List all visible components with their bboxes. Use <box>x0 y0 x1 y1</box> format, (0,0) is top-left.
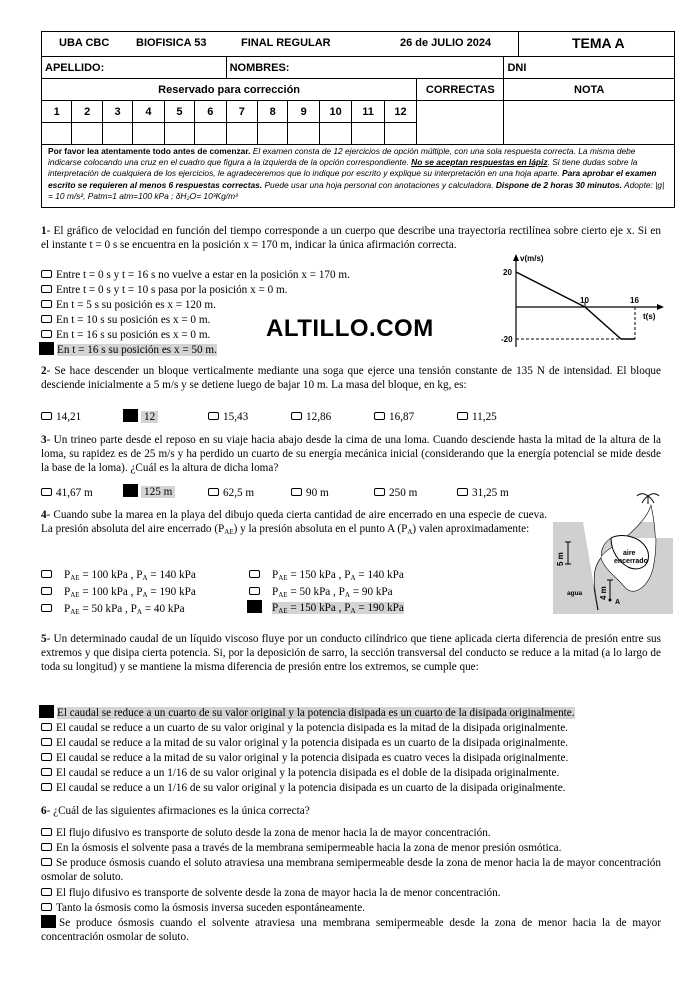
instructions-lead: Por favor lea atentamente todo antes de comenzar. <box>48 146 251 156</box>
option-label: Se produce ósmosis cuando el solvente atraviesa una membrana semipermeable desde la zona de menor hacia la de mayor concentración osmolar de soluto. <box>41 917 661 943</box>
option-value: 140 kPa <box>367 569 404 581</box>
grade-cell <box>226 123 257 145</box>
y-tick-20: 20 <box>503 268 512 277</box>
correctas-label: CORRECTAS <box>417 79 504 101</box>
q4-option-b[interactable]: $P_{AE} = 150$ kPa , $P_A = 140$ kPa <box>249 568 404 585</box>
question-number-cell: 6 <box>195 101 226 123</box>
grade-cell <box>164 123 194 145</box>
checkbox-empty[interactable] <box>374 488 385 496</box>
point-a <box>609 599 612 602</box>
checkbox-empty[interactable] <box>41 315 52 323</box>
option-label: En t = 16 s su posición es x = 0 m. <box>56 329 211 341</box>
instructions-text: . Si tiene dudas sobre la interpretación de cualquiera de los ejercicios, le agradeceremos que lo indique por escrito y explique su interpretación en una hoja aparte. <box>48 157 638 179</box>
option-label: 62,5 m <box>223 487 255 499</box>
q2-option-e[interactable] <box>374 410 414 424</box>
q4-option-e[interactable]: $P_{AE} = 50$ kPa , $P_A = 40$ kPa <box>41 602 185 619</box>
checkbox-empty[interactable] <box>457 412 468 420</box>
air-label: encerrado <box>614 558 648 565</box>
checkbox-empty[interactable] <box>374 412 385 420</box>
q3-option-b[interactable] <box>123 484 175 499</box>
checkbox-empty[interactable] <box>41 753 52 761</box>
checkbox-filled[interactable] <box>123 484 138 497</box>
point-a-label: A <box>615 599 621 606</box>
q5-option-c[interactable] <box>41 736 568 750</box>
grade-cell <box>195 123 226 145</box>
checkbox-filled[interactable] <box>123 409 138 422</box>
checkbox-filled[interactable] <box>247 600 262 613</box>
nota-box <box>504 101 675 145</box>
instructions-time: Dispone de 2 horas 30 minutos. <box>495 179 622 190</box>
subscript: A <box>407 528 413 536</box>
checkbox-empty[interactable] <box>249 570 260 578</box>
nombres-field[interactable] <box>226 57 504 79</box>
option-label: Tanto la ósmosis como la ósmosis inversa suceden espontáneamente. <box>56 902 365 914</box>
question-text: - El gráfico de velocidad en función del tiempo corresponde a un cuerpo que describe una trayectoria rectilínea sobre cierto eje x. Si en el instante t = 0 s se encuentra en la posición x = 170 m, indicar la única afirmación correcta. <box>41 225 661 251</box>
water-label: agua <box>567 590 583 597</box>
dni-field[interactable] <box>504 57 675 79</box>
y-axis-arrow <box>513 254 519 261</box>
checkbox-filled[interactable] <box>39 705 54 718</box>
beach-cave-figure <box>553 492 673 622</box>
option-label: 31,25 m <box>472 487 509 499</box>
exam-type: FINAL REGULAR <box>241 37 331 49</box>
grade-cell <box>288 123 319 145</box>
q3-option-d[interactable] <box>291 486 329 500</box>
grade-cell <box>133 123 164 145</box>
x-tick-10: 10 <box>580 296 589 305</box>
q1-option-a[interactable] <box>41 268 350 282</box>
checkbox-empty[interactable] <box>41 285 52 293</box>
checkbox-empty[interactable] <box>41 587 52 595</box>
question-number: 1 <box>41 225 47 237</box>
apellido-label: APELLIDO: <box>45 61 105 74</box>
checkbox-empty[interactable] <box>41 570 52 578</box>
option-value: 40 kPa <box>153 603 185 615</box>
option-label: 250 m <box>389 487 418 499</box>
option-label: Entre t = 0 s y t = 16 s no vuelve a estar en la posición x = 170 m. <box>56 269 350 281</box>
exam-date: 26 de JULIO 2024 <box>400 37 492 49</box>
checkbox-empty[interactable] <box>41 488 52 496</box>
option-label: 41,67 m <box>56 487 93 499</box>
q3-option-c[interactable] <box>208 486 254 500</box>
q2-option-b[interactable] <box>123 409 158 424</box>
question-text: - ¿Cuál de las siguientes afirmaciones es la única correcta? <box>46 805 310 817</box>
reserved-label: Reservado para corrección <box>42 79 417 101</box>
q6-option-d[interactable] <box>41 886 501 900</box>
nombres-label: NOMBRES: <box>229 61 290 74</box>
option-label: El caudal se reduce a un 1/16 de su valor original y la potencia disipada es un cuarto de la disipada originalmente. <box>56 782 566 794</box>
option-value: 50 kPa <box>299 586 331 598</box>
checkbox-empty[interactable] <box>41 300 52 308</box>
correctas-box <box>417 101 504 145</box>
option-label: 90 m <box>306 487 329 499</box>
tema: TEMA A <box>572 35 625 51</box>
q3-option-e[interactable] <box>374 486 417 500</box>
question-number-cell: 5 <box>164 101 194 123</box>
question-number: 4 <box>41 509 47 521</box>
q4-option-a[interactable]: $P_{AE} = 100$ kPa , $P_A = 140$ kPa <box>41 568 196 585</box>
option-label: El flujo difusivo es transporte de solvente desde la zona de mayor hacia la de menor concentración. <box>56 887 501 899</box>
q6-option-c[interactable] <box>41 856 661 884</box>
option-label: En t = 16 s su posición es x = 50 m. <box>57 344 217 356</box>
q1-option-e[interactable] <box>41 328 210 342</box>
q1-option-b[interactable] <box>41 283 287 297</box>
checkbox-empty[interactable] <box>41 858 52 866</box>
height-5m-label: 5 m <box>556 552 565 566</box>
q6-option-f[interactable] <box>41 915 661 944</box>
instructions-constants: Adopte: |g| = 10 m/s², Patm=1 atm=100 kPa ; δH₂O= 10³Kg/m³ <box>48 179 665 201</box>
velocity-line-1 <box>516 272 585 307</box>
option-value: 50 kPa <box>91 603 123 615</box>
q5-option-f[interactable] <box>41 781 565 795</box>
option-value: 190 kPa <box>159 586 196 598</box>
question-3 <box>41 433 661 475</box>
grade-cell <box>42 123 72 145</box>
question-text: ) valen aproximadamente: <box>412 523 530 535</box>
option-label: El flujo difusivo es transporte de soluto desde la zona de menor hacia la de mayor concentración. <box>56 827 491 839</box>
option-label: En la ósmosis el solvente pasa a través de la membrana semipermeable hacia la zona de menor presión osmótica. <box>56 842 562 854</box>
option-label: El caudal se reduce a la mitad de su valor original y la potencia disipada es un cuarto de la disipada originalmente. <box>56 737 568 749</box>
option-label: El caudal se reduce a un cuarto de su valor original y la potencia disipada es un cuarto de la disipada originalmente. <box>57 707 575 719</box>
q5-option-e[interactable] <box>41 766 559 780</box>
question-number: 6 <box>41 805 47 817</box>
question-text: - Cuando sube la marea en la playa del dibujo queda cierta cantidad de aire encerrado en una especie de cueva. La presión absoluta del aire encerrado (P <box>41 509 547 535</box>
apellido-field[interactable] <box>42 57 227 79</box>
question-number: 2 <box>41 365 47 377</box>
checkbox-empty[interactable] <box>41 828 52 836</box>
height-4m-label: 4 m <box>599 586 608 600</box>
exam-header-table <box>41 31 675 145</box>
checkbox-empty[interactable] <box>208 488 219 496</box>
checkbox-empty[interactable] <box>41 783 52 791</box>
question-number-cell: 7 <box>226 101 257 123</box>
checkbox-empty[interactable] <box>41 738 52 746</box>
option-value: 150 kPa <box>299 602 336 614</box>
x-axis-arrow <box>657 304 664 310</box>
checkbox-empty[interactable] <box>41 330 52 338</box>
question-text: - Un trineo parte desde el reposo en su viaje hacia abajo desde la cima de una loma. Cuando desciende hasta la mitad de la altura de la loma, su rapidez es de 25 m/s y ha perdido un cuarto de su energía mecánica inicial (considerando que la energía potencial se mide desde la base de la loma). ¿Cuál es la altura de dicha loma? <box>41 434 661 474</box>
institution: UBA CBC <box>59 37 110 49</box>
instructions-text: Puede usar una hoja personal con anotaciones y calculadora. <box>262 179 496 190</box>
instructions-approve: Para aprobar el examen escrito se requieren al menos 6 respuestas correctas. <box>48 168 657 190</box>
q3-option-a[interactable] <box>41 486 93 500</box>
option-value: 190 kPa <box>367 602 404 614</box>
x-tick-16: 16 <box>630 296 639 305</box>
question-number: 5 <box>41 633 47 645</box>
q2-option-d[interactable] <box>291 410 331 424</box>
watermark: ALTILLO.COM <box>266 315 434 342</box>
checkbox-empty[interactable] <box>41 270 52 278</box>
option-label: 12,86 <box>306 411 332 423</box>
grade-cell <box>258 123 288 145</box>
y-tick-neg20: -20 <box>501 335 513 344</box>
option-value: 100 kPa <box>91 569 128 581</box>
question-text: ) y la presión absoluta en el punto A (P <box>233 523 408 535</box>
q1-option-c[interactable] <box>41 298 216 312</box>
question-number-cell: 4 <box>133 101 164 123</box>
checkbox-empty[interactable] <box>291 488 302 496</box>
checkbox-empty[interactable] <box>457 488 468 496</box>
grade-cell <box>72 123 102 145</box>
option-label: El caudal se reduce a la mitad de su valor original y la potencia disipada es cuatro veces la disipada originalmente. <box>56 752 569 764</box>
grade-cell <box>102 123 132 145</box>
q3-option-f[interactable] <box>457 486 509 500</box>
q2-option-c[interactable] <box>208 410 248 424</box>
question-number-cell: 11 <box>352 101 384 123</box>
grade-cell <box>319 123 351 145</box>
option-label: 11,25 <box>472 411 497 423</box>
checkbox-empty[interactable] <box>41 888 52 896</box>
q4-option-f[interactable]: $P_{AE} = 150$ kPa , $P_A = 190$ kPa <box>247 600 404 618</box>
checkbox-empty[interactable] <box>208 412 219 420</box>
q4-option-d[interactable]: $P_{AE} = 50$ kPa , $P_A = 90$ kPa <box>249 585 393 602</box>
question-2 <box>41 364 661 392</box>
checkbox-empty[interactable] <box>41 604 52 612</box>
nota-label: NOTA <box>504 79 675 101</box>
header-title-row <box>42 32 674 56</box>
q6-option-e[interactable] <box>41 901 365 915</box>
question-5 <box>41 632 661 674</box>
option-value: 90 kPa <box>361 586 393 598</box>
option-label: 16,87 <box>389 411 415 423</box>
checkbox-filled[interactable] <box>41 915 56 928</box>
question-4 <box>41 508 547 539</box>
option-label: En t = 5 s su posición es x = 120 m. <box>56 299 216 311</box>
checkbox-empty[interactable] <box>249 587 260 595</box>
question-number-cell: 1 <box>42 101 72 123</box>
velocity-time-graph <box>500 252 675 352</box>
option-label: 15,43 <box>223 411 249 423</box>
checkbox-empty[interactable] <box>291 412 302 420</box>
q6-option-a[interactable] <box>41 826 491 840</box>
grade-cell <box>352 123 384 145</box>
checkbox-filled[interactable] <box>39 342 54 355</box>
option-value: 100 kPa <box>91 586 128 598</box>
q5-option-a[interactable] <box>39 705 575 720</box>
question-number-cell: 12 <box>384 101 416 123</box>
checkbox-empty[interactable] <box>41 723 52 731</box>
option-value: 150 kPa <box>299 569 336 581</box>
option-label: Se produce ósmosis cuando el soluto atraviesa una membrana semipermeable desde la zona de menor hacia la de mayor concentración osmolar de soluto. <box>41 857 661 883</box>
q5-option-d[interactable] <box>41 751 568 765</box>
subject: BIOFISICA 53 <box>136 37 207 49</box>
q1-option-d[interactable] <box>41 313 210 327</box>
option-label: 12 <box>141 411 158 423</box>
subscript: AE <box>224 528 234 536</box>
option-label: En t = 10 s su posición es x = 0 m. <box>56 314 211 326</box>
option-label: El caudal se reduce a un cuarto de su valor original y la potencia disipada es la mitad de la disipada originalmente. <box>56 722 568 734</box>
question-text: - Se hace descender un bloque verticalmente mediante una soga que ejerce una tensión constante de 135 N de intensidad. El bloque desciende inicialmente a 5 m/s y se detiene luego de bajar 10 m. La masa del bloque, en kg, es: <box>41 365 661 391</box>
option-label: El caudal se reduce a un 1/16 de su valor original y la potencia disipada es el doble de la disipada originalmente. <box>56 767 560 779</box>
checkbox-empty[interactable] <box>41 843 52 851</box>
question-number-cell: 10 <box>319 101 351 123</box>
option-label: 14,21 <box>56 411 82 423</box>
x-axis-label: t(s) <box>643 312 656 321</box>
option-value: 140 kPa <box>159 569 196 581</box>
question-1 <box>41 224 661 252</box>
q2-option-f[interactable] <box>457 410 497 424</box>
air-label: aire <box>623 550 636 557</box>
q1-option-f[interactable] <box>39 342 217 357</box>
q2-option-a[interactable] <box>41 410 81 424</box>
question-text: - Un determinado caudal de un líquido viscoso fluye por un conducto cilíndrico que tiene aplicada cierta diferencia de presión entre sus extremos y que disipa cierta potencia. Si, por la deposición de sarro, la sección transversal del conducto se reduce a la mitad (a lo largo de toda su longitud) y se mantiene la misma diferencia de presión entre los extremos, se cumple que: <box>41 633 661 673</box>
question-number: 3 <box>41 434 47 446</box>
instructions-text: El examen consta de 12 ejercicios de opción múltiple, con una sola respuesta correcta. La misma debe indicarse colocando una cruz en el cuadro que figura a la izquierda de la opción correspondiente. <box>48 146 636 168</box>
grade-cell <box>384 123 416 145</box>
checkbox-empty[interactable] <box>41 903 52 911</box>
checkbox-empty[interactable] <box>41 412 52 420</box>
question-number-cell: 2 <box>72 101 102 123</box>
option-label: Entre t = 0 s y t = 10 s pasa por la posición x = 0 m. <box>56 284 288 296</box>
q4-option-c[interactable]: $P_{AE} = 100$ kPa , $P_A = 190$ kPa <box>41 585 196 602</box>
instructions-no-pencil: No se aceptan respuestas en lápiz <box>411 157 548 168</box>
question-number-cell: 9 <box>288 101 319 123</box>
velocity-line-2 <box>585 307 621 339</box>
q6-option-b[interactable] <box>41 841 561 855</box>
instructions-box <box>41 144 675 208</box>
option-label: 125 m <box>141 486 175 498</box>
question-6 <box>41 804 661 818</box>
question-number-cell: 3 <box>102 101 132 123</box>
checkbox-empty[interactable] <box>41 768 52 776</box>
question-number-cell: 8 <box>258 101 288 123</box>
dni-label: DNI <box>507 61 527 74</box>
y-axis-label: v(m/s) <box>520 254 544 263</box>
q5-option-b[interactable] <box>41 721 568 735</box>
